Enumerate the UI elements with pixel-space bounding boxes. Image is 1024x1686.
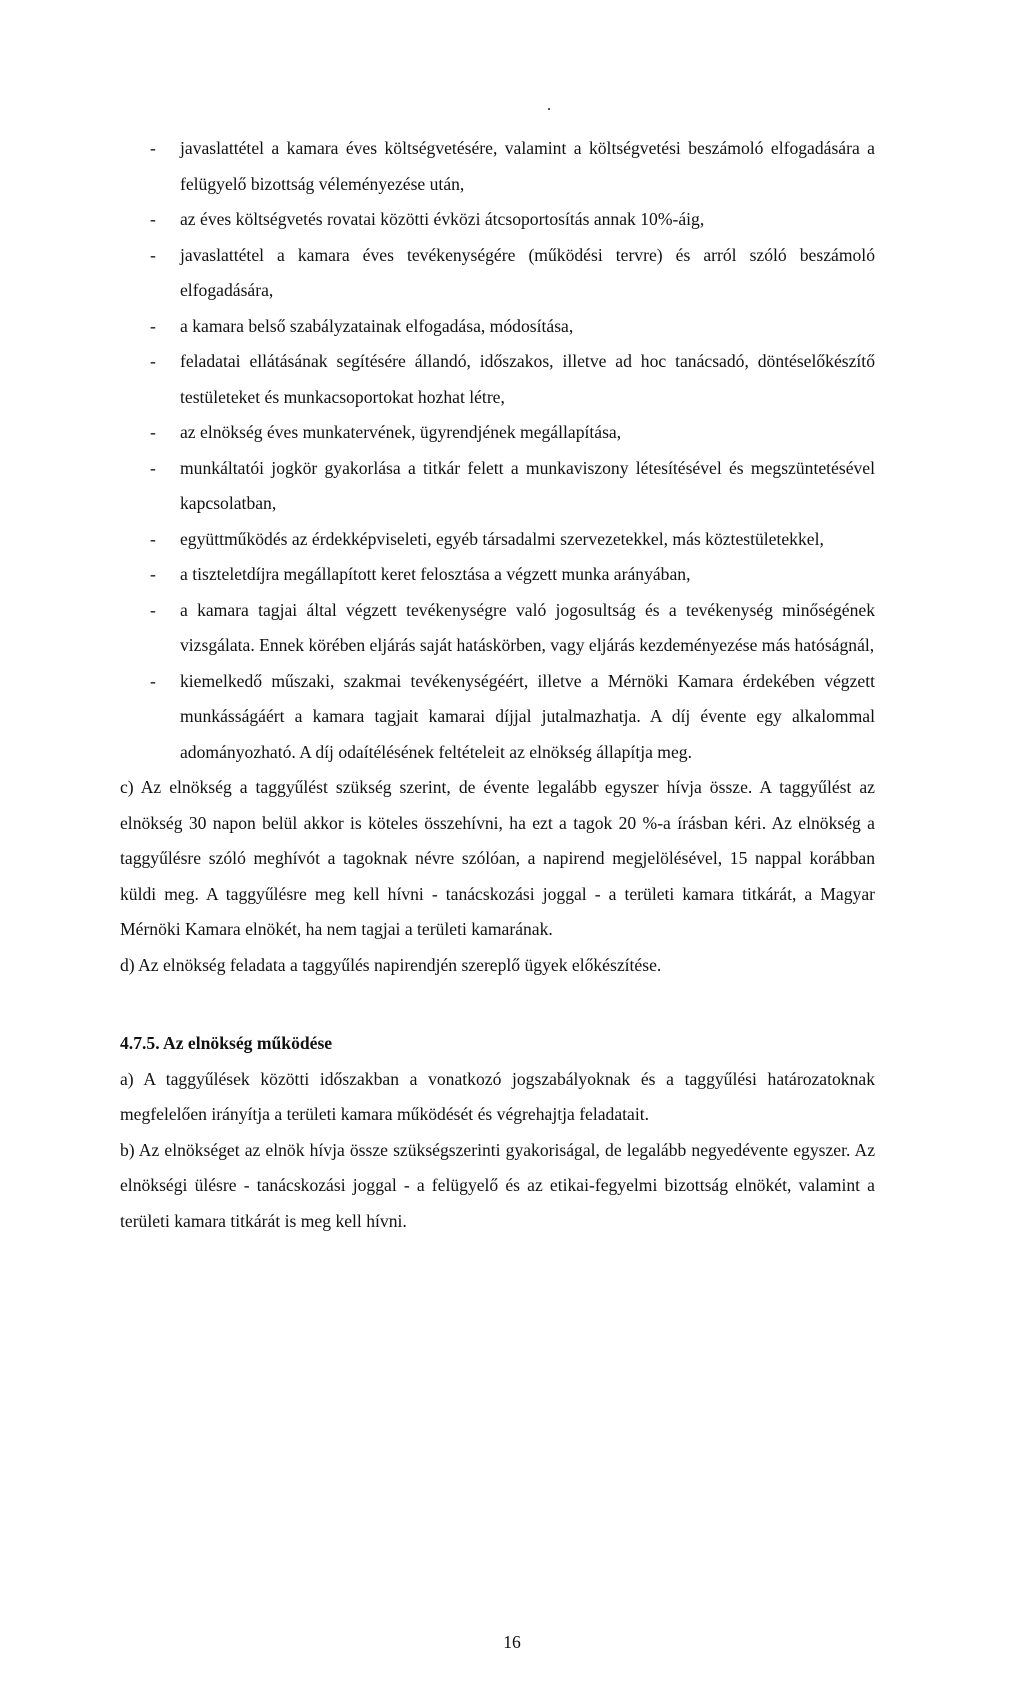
page-number: 16	[503, 1632, 521, 1652]
paragraph-a: a) A taggyűlések közötti időszakban a vonatkozó jogszabályoknak és a taggyűlési határozatoknak megfelelően irányítja a területi kamara működését és végrehajtja feladatait.	[120, 1068, 875, 1124]
bullet-text: a tiszteletdíjra megállapított keret felosztása a végzett munka arányában,	[180, 564, 691, 584]
bullet-dash: -	[150, 244, 156, 265]
bullet-item	[120, 557, 875, 593]
bullet-text: feladatai ellátásának segítésére állandó, időszakos, illetve ad hoc tanácsadó, döntéselőkészítő testületeket és munkacsoportokat hozhat létre,	[180, 351, 875, 407]
bullet-dash: -	[150, 457, 156, 478]
bullet-dash: -	[150, 528, 156, 549]
bullet-dash: -	[150, 209, 156, 229]
bullet-dash: -	[150, 422, 156, 442]
bullet-text: az elnökség éves munkatervének, ügyrendjének megállapítása,	[180, 422, 622, 442]
bullet-item	[120, 664, 875, 771]
paragraph-d: d) Az elnökség feladata a taggyűlés napirendjén szereplő ügyek előkészítése.	[120, 954, 662, 975]
bullet-item	[120, 593, 875, 664]
bullet-dash: -	[150, 315, 156, 336]
bullet-item	[120, 309, 875, 345]
bullet-item	[120, 202, 875, 238]
page-content	[120, 131, 875, 1239]
paragraph-b: b) Az elnökséget az elnök hívja össze szükségszerinti gyakoriságal, de legalább negyedévente egyszer. Az elnökségi ülésre - tanácskozási joggal - a felügyelő és az etikai-fegyelmi bizottság elnökét, valamint a területi kamara titkárát is meg kell hívni.	[120, 1139, 875, 1231]
bullet-item	[120, 522, 875, 558]
bullet-dash: -	[150, 138, 156, 158]
bullet-item	[120, 344, 875, 415]
bullet-text: az éves költségvetés rovatai közötti évközi átcsoportosítás annak 10%-áig,	[180, 209, 705, 229]
section-spacer	[120, 983, 875, 1026]
bullet-text: kiemelkedő műszaki, szakmai tevékenységéért, illetve a Mérnöki Kamara érdekében végzett munkásságáért a kamara tagjait kamarai díjjal jutalmazhatja. A díj évente egy alkalommal adományozható. A díj odaítélésének feltételeit az elnökség állapítja meg.	[180, 670, 875, 762]
bullet-dash: -	[150, 599, 156, 620]
bullet-item	[120, 238, 875, 309]
section-heading: 4.7.5. Az elnökség működése	[120, 1033, 333, 1053]
bullet-text: javaslattétel a kamara éves költségvetésére, valamint a költségvetési beszámoló elfogadására a felügyelő bizottság véleményezése után,	[180, 138, 875, 194]
bullet-text: a kamara tagjai által végzett tevékenységre való jogosultság és a tevékenység minőségének vizsgálata. Ennek körében eljárás saját hatáskörben, vagy eljárás kezdeményezése más hatóságnál,	[180, 599, 875, 655]
bullet-text: munkáltatói jogkör gyakorlása a titkár felett a munkaviszony létesítésével és megszüntetésével kapcsolatban,	[180, 457, 875, 513]
bullet-item	[120, 451, 875, 522]
paragraph-c: c) Az elnökség a taggyűlést szükség szerint, de évente legalább egyszer hívja össze. A taggyűlést az elnökség 30 napon belül akkor is köteles összehívni, ha ezt a tagok 20 %-a írásban kéri. Az elnökség a taggyűlésre szóló meghívót a tagoknak névre szólóan, a napirend megjelölésével, 15 nappal korábban küldi meg. A taggyűlésre meg kell hívni - tanácskozási joggal - a területi kamara titkárát, a Magyar Mérnöki Kamara elnökét, ha nem tagjai a területi kamarának.	[120, 777, 875, 939]
bullet-dash: -	[150, 670, 156, 691]
bullet-text: a kamara belső szabályzatainak elfogadása, módosítása,	[180, 315, 574, 336]
bullet-dash: -	[150, 351, 156, 371]
bullet-item	[120, 131, 875, 202]
scan-speck	[548, 108, 550, 110]
bullet-text: javaslattétel a kamara éves tevékenységére (működési tervre) és arról szóló beszámoló elfogadására,	[180, 244, 875, 300]
bullet-dash: -	[150, 564, 156, 584]
bullet-item	[120, 415, 875, 451]
bullet-text: együttműködés az érdekképviseleti, egyéb társadalmi szervezetekkel, más köztestületekkel,	[180, 528, 824, 549]
